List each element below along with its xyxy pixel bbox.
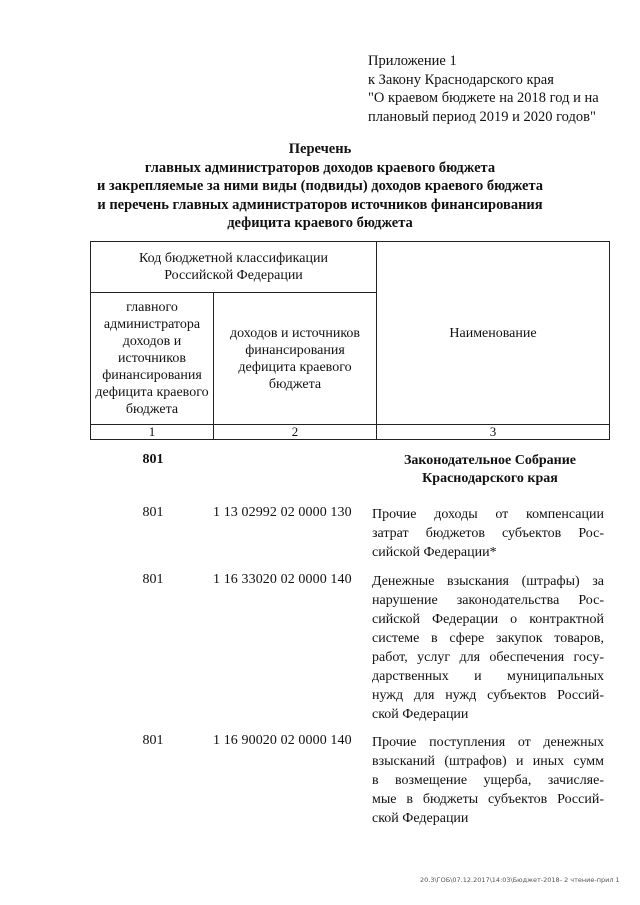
document-title	[40, 140, 600, 233]
admin-code-cell: 801	[142, 505, 164, 520]
description-line: работ, услуг для обеспечения госу-	[372, 650, 604, 665]
description-line: Прочие доходы от компенсации	[372, 507, 604, 522]
name-header-text: Наименование	[449, 325, 537, 341]
administrator-name: Законодательное Собрание Краснодарского края	[403, 453, 577, 486]
appendix-header	[368, 52, 630, 126]
description-line: сийской Федерации*	[372, 545, 497, 560]
file-path-footer: 20.3\ГОБ\07.12.2017\14:03\Бюджет-2018- 2 чтение-прил 1	[420, 876, 620, 884]
income-header-cell	[214, 293, 377, 425]
description-line: Прочие поступления от денежных	[372, 735, 604, 750]
title-line: и закрепляемые за ними виды (подвиды) доходов краевого бюджета	[96, 178, 544, 194]
income-code-cell: 1 16 90020 02 0000 140	[213, 733, 352, 748]
description-line: нарушение законодательства Рос-	[372, 593, 604, 608]
admin-header-cell	[91, 293, 214, 425]
administrator-code: 801	[142, 452, 164, 467]
appendix-line: Приложение 1	[368, 53, 457, 69]
description-cell	[372, 572, 604, 724]
description-line: дарственных и муниципальных	[372, 669, 604, 684]
admin-code-cell: 801	[142, 572, 164, 587]
title-line: главных администраторов доходов краевого бюджета	[144, 159, 496, 176]
description-cell	[372, 505, 604, 562]
income-code-cell: 1 13 02992 02 0000 130	[213, 505, 352, 520]
appendix-line: плановый период 2019 и 2020 годов"	[368, 108, 596, 125]
description-line: мые в бюджеты субъектов Россий-	[372, 792, 604, 807]
description-line: взысканий (штрафов) и иных сумм	[372, 754, 604, 769]
column-number-1: 1	[91, 425, 214, 440]
kbk-header-cell	[91, 242, 377, 293]
description-line: системе в сфере закупок товаров,	[372, 631, 604, 646]
appendix-line: "О краевом бюджете на 2018 год и на	[368, 90, 599, 106]
column-number-2: 2	[214, 425, 377, 440]
income-header-text: доходов и источников финансирования дефицита краевого бюджета	[229, 325, 361, 392]
description-line: Денежные взыскания (штрафы) за	[372, 574, 604, 589]
appendix-line: к Закону Краснодарского края	[368, 71, 554, 88]
description-line: в возмещение ущерба, зачисляе-	[372, 773, 604, 788]
title-line: Перечень	[288, 141, 352, 157]
description-line: нужд для нужд субъектов Россий-	[372, 688, 604, 703]
title-line: и перечень главных администраторов источников финансирования	[97, 196, 543, 213]
title-line: дефицита краевого бюджета	[227, 215, 413, 231]
description-line: сийской Федерации о контрактной	[372, 612, 604, 627]
name-header-cell	[377, 242, 610, 425]
description-line: затрат бюджетов субъектов Рос-	[372, 526, 604, 541]
admin-header-text: главного администратора доходов и источников финансирования дефицита краевого бюджета	[95, 300, 209, 417]
column-number-3: 3	[377, 425, 610, 440]
description-cell	[372, 733, 604, 828]
classification-table-header	[90, 241, 610, 440]
income-code-cell: 1 16 33020 02 0000 140	[213, 572, 352, 587]
description-line: ской Федерации	[372, 707, 469, 722]
kbk-header-text: Код бюджетной классификации Российской Федерации	[139, 251, 328, 283]
description-line: ской Федерации	[372, 811, 469, 826]
admin-code-cell: 801	[142, 733, 164, 748]
